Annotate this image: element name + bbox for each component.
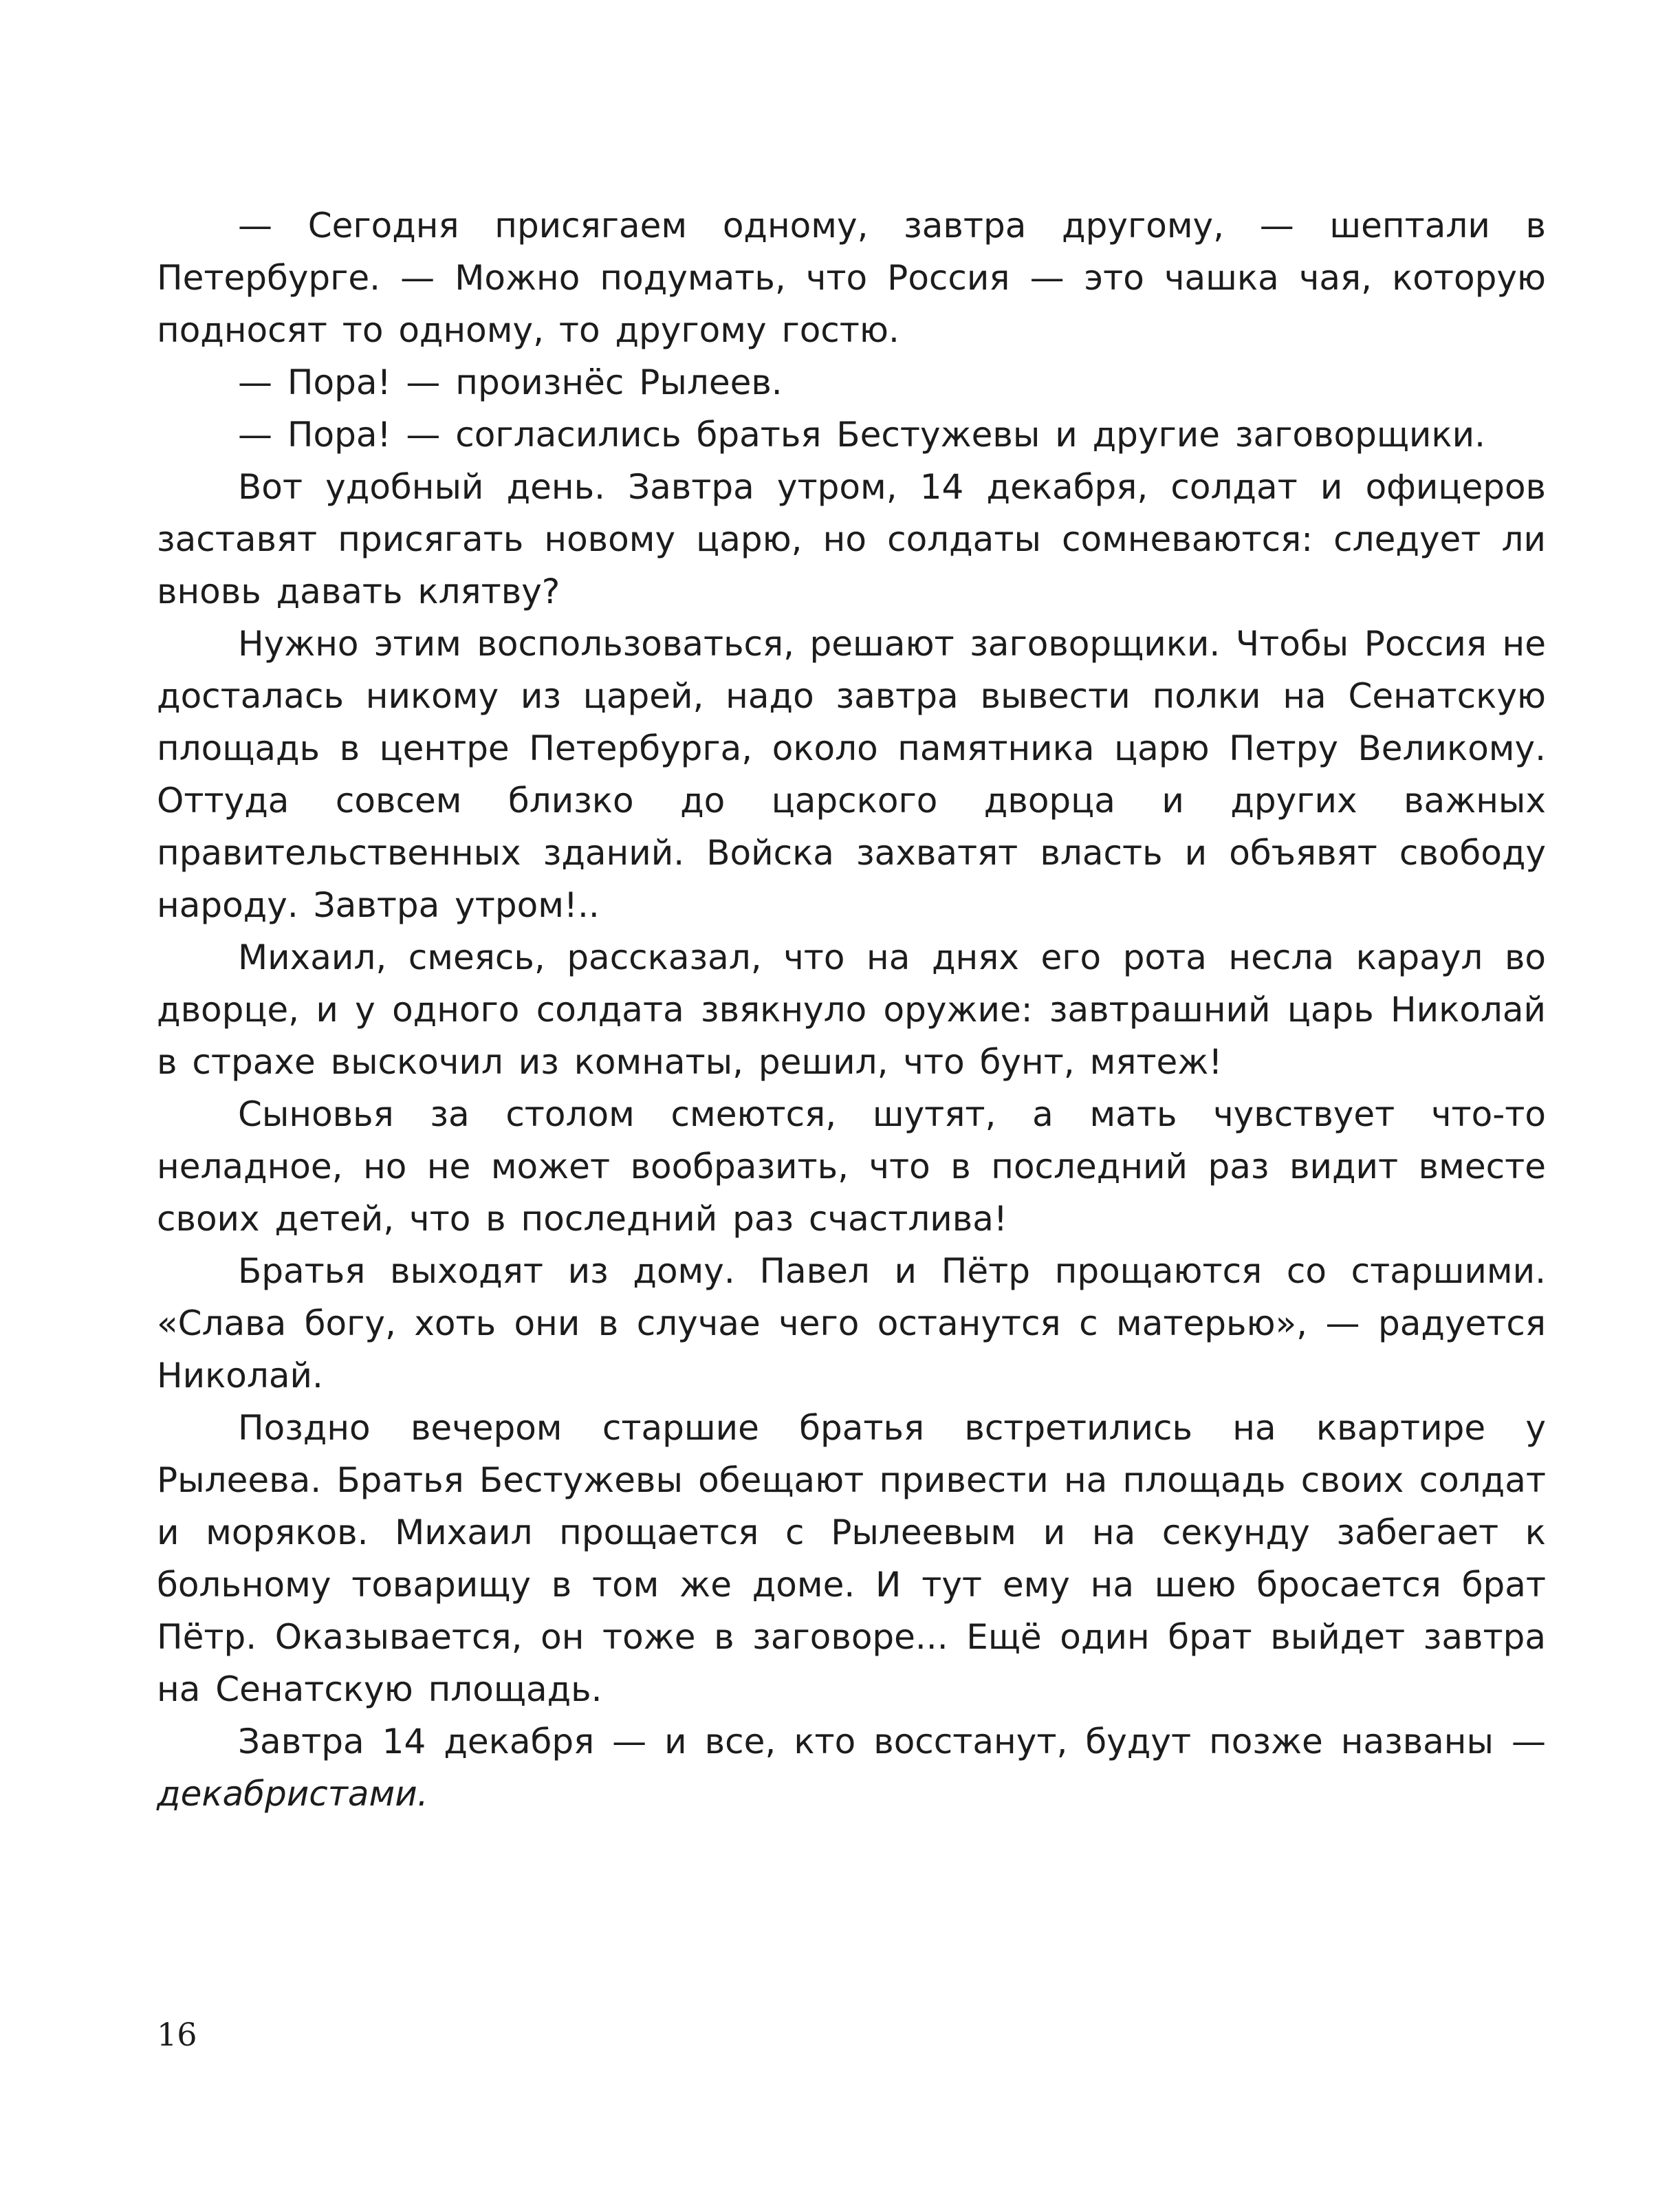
paragraph: — Пора! — произнёс Рылеев. bbox=[238, 362, 783, 402]
paragraph: Вот удобный день. Завтра утром, 14 декабря, солдат и офицеров заставят присягать новому царю, но солдаты сомневаются: следует ли вновь давать клятву? bbox=[157, 467, 1546, 611]
final-paragraph-text: Завтра 14 декабря — и все, кто восстанут, будут позже названы — bbox=[238, 1722, 1546, 1761]
final-paragraph bbox=[157, 1715, 1546, 1820]
paragraph: Поздно вечером старшие братья встретились на квартире у Рылеева. Братья Бестужевы обещают привести на площадь своих солдат и моряков. Михаил прощается с Рылеевым и на секунду забегает к больному товарищу в том же доме. И тут ему на шею бросается брат Пётр. Оказывается, он тоже в заговоре... Ещё один брат выйдет завтра на Сенатскую площадь. bbox=[157, 1408, 1546, 1709]
italic-term: декабристами. bbox=[157, 1774, 428, 1814]
paragraph: — Пора! — согласились братья Бестужевы и другие заговорщики. bbox=[238, 415, 1485, 455]
paragraph: — Сегодня присягаем одному, завтра другому, — шептали в Петербурге. — Можно подумать, что Россия — это чашка чая, которую подносят то одному, то другому гостю. bbox=[157, 206, 1546, 350]
page-number: 16 bbox=[157, 2016, 197, 2053]
paragraph: Братья выходят из дому. Павел и Пётр прощаются со старшими. «Слава богу, хоть они в случае чего останутся с матерью», — радуется Николай. bbox=[157, 1251, 1546, 1396]
paragraph: Нужно этим воспользоваться, решают заговорщики. Чтобы Россия не досталась никому из царей, надо завтра вывести полки на Сенатскую площадь в центре Петербурга, около памятника царю Петру Великому. Оттуда совсем близко до царского дворца и других важных правительственных зданий. Войска захватят власть и объявят свободу народу. Завтра утром!.. bbox=[157, 624, 1546, 925]
paragraph: Сыновья за столом смеются, шутят, а мать чувствует что-то неладное, но не может вообразить, что в последний раз видит вместе своих детей, что в последний раз счастлива! bbox=[157, 1094, 1546, 1239]
page-body bbox=[157, 199, 1546, 1820]
paragraph: Михаил, смеясь, рассказал, что на днях его рота несла караул во дворце, и у одного солдата звякнуло оружие: завтрашний царь Николай в страхе выскочил из комнаты, решил, что бунт, мятеж! bbox=[157, 937, 1546, 1082]
